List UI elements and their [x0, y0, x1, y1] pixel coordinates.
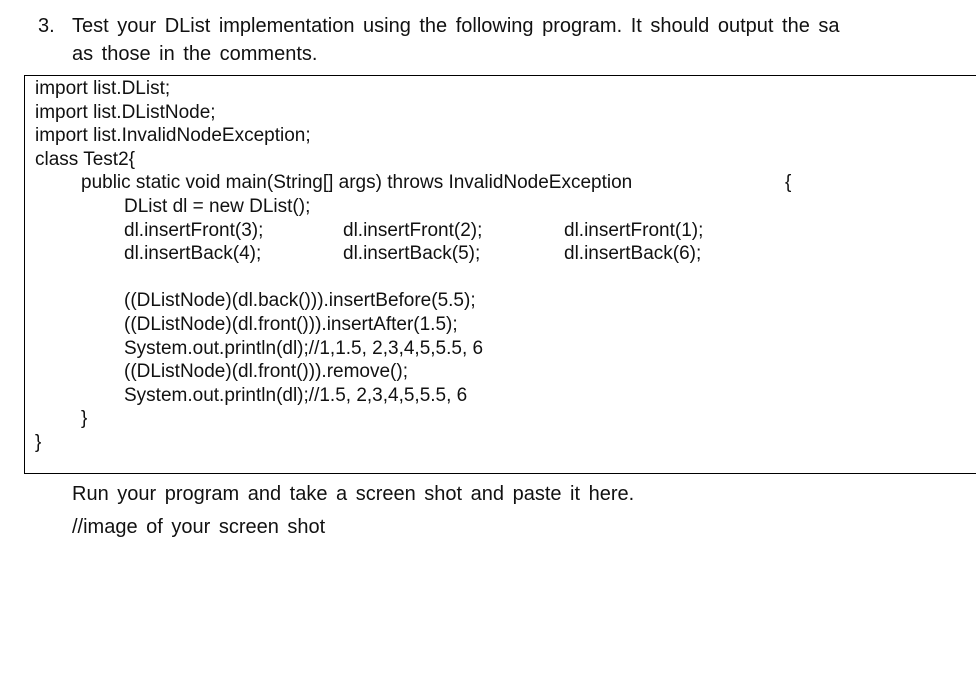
- code-text: dl.insertBack(5);: [343, 243, 481, 265]
- instruction-text: [38, 12, 976, 68]
- code-line: [25, 171, 976, 195]
- code-text: System.out.println(dl);//1,1.5, 2,3,4,5,5.5, 6: [124, 337, 484, 359]
- code-text: import list.DListNode;: [35, 101, 216, 123]
- screenshot-placeholder: //image of your screen shot: [72, 516, 326, 538]
- code-line: [25, 337, 976, 361]
- instruction-line-1: Test your DList implementation using the following program. It should output the sa: [72, 15, 840, 37]
- code-text: class Test2{: [35, 148, 135, 170]
- code-line: [25, 360, 976, 384]
- code-text: {: [785, 172, 792, 194]
- code-text: ((DListNode)(dl.front())).remove();: [124, 361, 408, 383]
- code-line: [25, 431, 976, 455]
- instruction-number: 3.: [38, 15, 55, 37]
- code-line: [25, 77, 976, 101]
- code-text: System.out.println(dl);//1.5, 2,3,4,5,5.5, 6: [124, 384, 468, 406]
- code-line: [25, 101, 976, 125]
- code-line: [25, 384, 976, 408]
- code-text: dl.insertFront(1);: [564, 219, 704, 241]
- instruction-line-2: as those in the comments.: [72, 43, 318, 65]
- code-text: ((DListNode)(dl.front())).insertAfter(1.5);: [124, 313, 458, 335]
- code-text: dl.insertBack(4);: [124, 243, 262, 265]
- code-line: [25, 195, 976, 219]
- code-text: dl.insertFront(3);: [124, 219, 264, 241]
- code-block: [24, 75, 976, 474]
- code-text: dl.insertBack(6);: [564, 243, 702, 265]
- code-text: DList dl = new DList();: [124, 195, 311, 217]
- code-blank-line: [25, 266, 976, 290]
- code-line: [25, 242, 976, 266]
- code-text: }: [81, 408, 88, 430]
- code-line: [25, 148, 976, 172]
- code-line: [25, 219, 976, 243]
- code-line: [25, 289, 976, 313]
- code-text: public static void main(String[] args) throws InvalidNodeException: [81, 172, 633, 194]
- code-line: [25, 124, 976, 148]
- code-text: import list.DList;: [35, 78, 171, 99]
- code-text: ((DListNode)(dl.back())).insertBefore(5.5);: [124, 290, 476, 312]
- code-line: [25, 313, 976, 337]
- code-text: import list.InvalidNodeException;: [35, 125, 311, 147]
- code-text: }: [35, 431, 42, 453]
- code-line: [25, 407, 976, 431]
- run-instruction: Run your program and take a screen shot and paste it here.: [72, 483, 635, 505]
- code-text: dl.insertFront(2);: [343, 219, 483, 241]
